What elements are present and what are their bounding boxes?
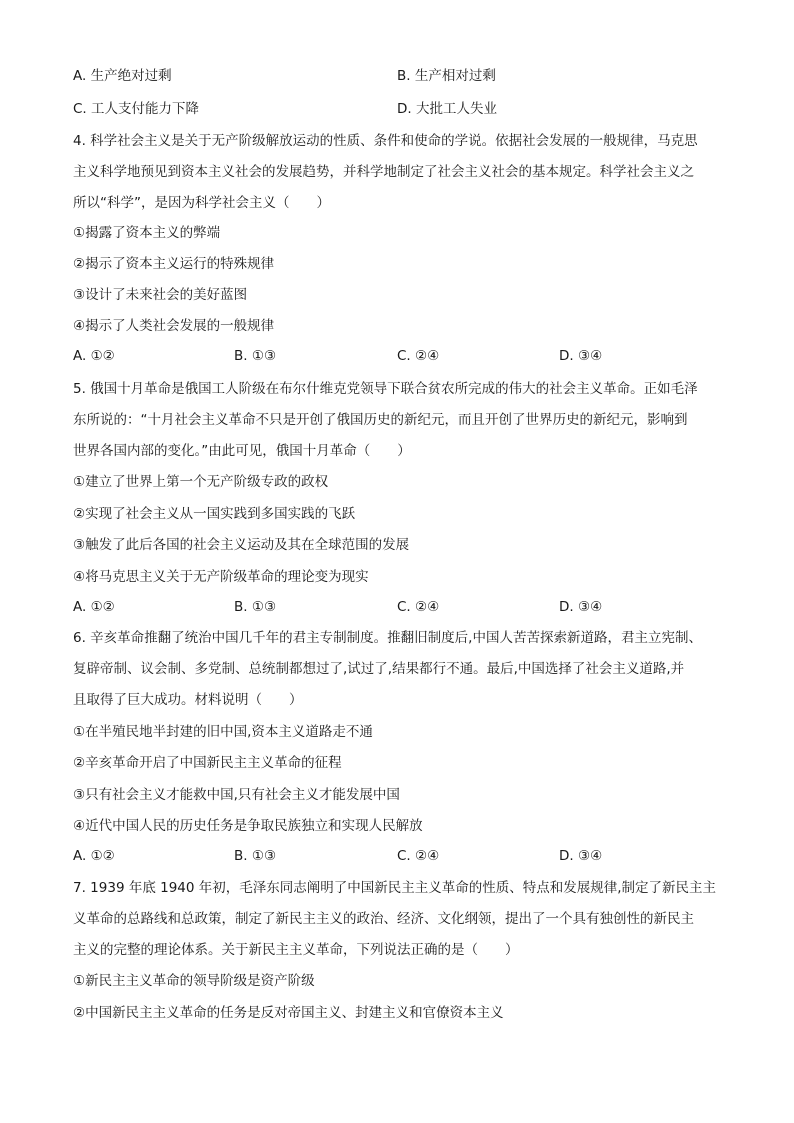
q6-option-b: B. ①③ (234, 848, 277, 864)
q5-option-b: B. ①③ (234, 599, 277, 615)
q5-item: ④将马克思主义关于无产阶级革命的理论变为现实 (73, 569, 369, 585)
q5-item: ③触发了此后各国的社会主义运动及其在全球范围的发展 (73, 537, 410, 553)
q6-item: ①在半殖民地半封建的旧中国,资本主义道路走不通 (73, 724, 373, 740)
q3-option-a: A. 生产绝对过剩 (73, 68, 172, 84)
q6-option-d: D. ③④ (559, 848, 603, 864)
q7-stem-line: 主义的完整的理论体系。关于新民主主义革命，下列说法正确的是（ ） (73, 942, 519, 958)
q7-stem (73, 873, 723, 966)
q6-option-a: A. ①② (73, 848, 115, 864)
q4-option-b: B. ①③ (234, 348, 277, 364)
q4-stem-line: 主义科学地预见到资本主义社会的发展趋势，并科学地制定了社会主义社会的基本规定。科学社会主义之 (73, 164, 694, 180)
q5-stem-line: 东所说的：“十月社会主义革命不只是开创了俄国历史的新纪元，而且开创了世界历史的新纪元，影响到 (73, 412, 688, 428)
q5-option-d: D. ③④ (559, 599, 603, 615)
q5-option-c: C. ②④ (397, 599, 440, 615)
q5-item: ①建立了世界上第一个无产阶级专政的政权 (73, 474, 329, 490)
q6-item: ③只有社会主义才能救中国,只有社会主义才能发展中国 (73, 787, 400, 803)
q4-option-c: C. ②④ (397, 348, 440, 364)
q4-item: ①揭露了资本主义的弊端 (73, 225, 221, 241)
q4-stem-line: 4. 科学社会主义是关于无产阶级解放运动的性质、条件和使命的学说。依据社会发展的一般规律，马克思 (73, 133, 698, 149)
q4-item: ③设计了未来社会的美好蓝图 (73, 287, 248, 303)
q3-option-d: D. 大批工人失业 (397, 101, 497, 117)
q6-stem-line: 6. 辛亥革命推翻了统治中国几千年的君主专制制度。推翻旧制度后,中国人苦苦探索新道路，君主立宪制、 (73, 630, 702, 646)
q5-stem-line: 5. 俄国十月革命是俄国工人阶级在布尔什维克党领导下联合贫农所完成的伟大的社会主义革命。正如毛泽 (73, 381, 698, 397)
q6-stem-line: 且取得了巨大成功。材料说明（ ） (73, 692, 303, 708)
q4-item: ④揭示了人类社会发展的一般规律 (73, 318, 275, 334)
q3-option-b: B. 生产相对过剩 (397, 68, 496, 84)
q4-option-d: D. ③④ (559, 348, 603, 364)
q7-stem-line: 7. 1939 年底 1940 年初，毛泽东同志阐明了中国新民主主义革命的性质、特点和发展规律,制定了新民主主 (73, 880, 717, 896)
q6-item: ④近代中国人民的历史任务是争取民族独立和实现人民解放 (73, 818, 423, 834)
q5-stem (73, 374, 723, 467)
q5-option-a: A. ①② (73, 599, 115, 615)
q6-stem-line: 复辟帝制、议会制、多党制、总统制都想过了,试过了,结果都行不通。最后,中国选择了社会主义道路,并 (73, 661, 685, 677)
q4-stem-line: 所以“科学”，是因为科学社会主义（ ） (73, 195, 330, 211)
q6-option-c: C. ②④ (397, 848, 440, 864)
q4-stem (73, 126, 723, 219)
q5-stem-line: 世界各国内部的变化。”由此可见，俄国十月革命（ ） (73, 443, 411, 459)
q3-option-c: C. 工人支付能力下降 (73, 101, 200, 117)
q7-item: ①新民主主义革命的领导阶级是资产阶级 (73, 973, 315, 989)
q7-item: ②中国新民主主义革命的任务是反对帝国主义、封建主义和官僚资本主义 (73, 1005, 504, 1021)
q6-stem (73, 623, 723, 716)
q7-stem-line: 义革命的总路线和总政策，制定了新民主主义的政治、经济、文化纲领，提出了一个具有独创性的新民主 (73, 911, 694, 927)
q4-option-a: A. ①② (73, 348, 115, 364)
q5-item: ②实现了社会主义从一国实践到多国实践的飞跃 (73, 506, 356, 522)
q6-item: ②辛亥革命开启了中国新民主主义革命的征程 (73, 755, 342, 771)
q4-item: ②揭示了资本主义运行的特殊规律 (73, 256, 275, 272)
